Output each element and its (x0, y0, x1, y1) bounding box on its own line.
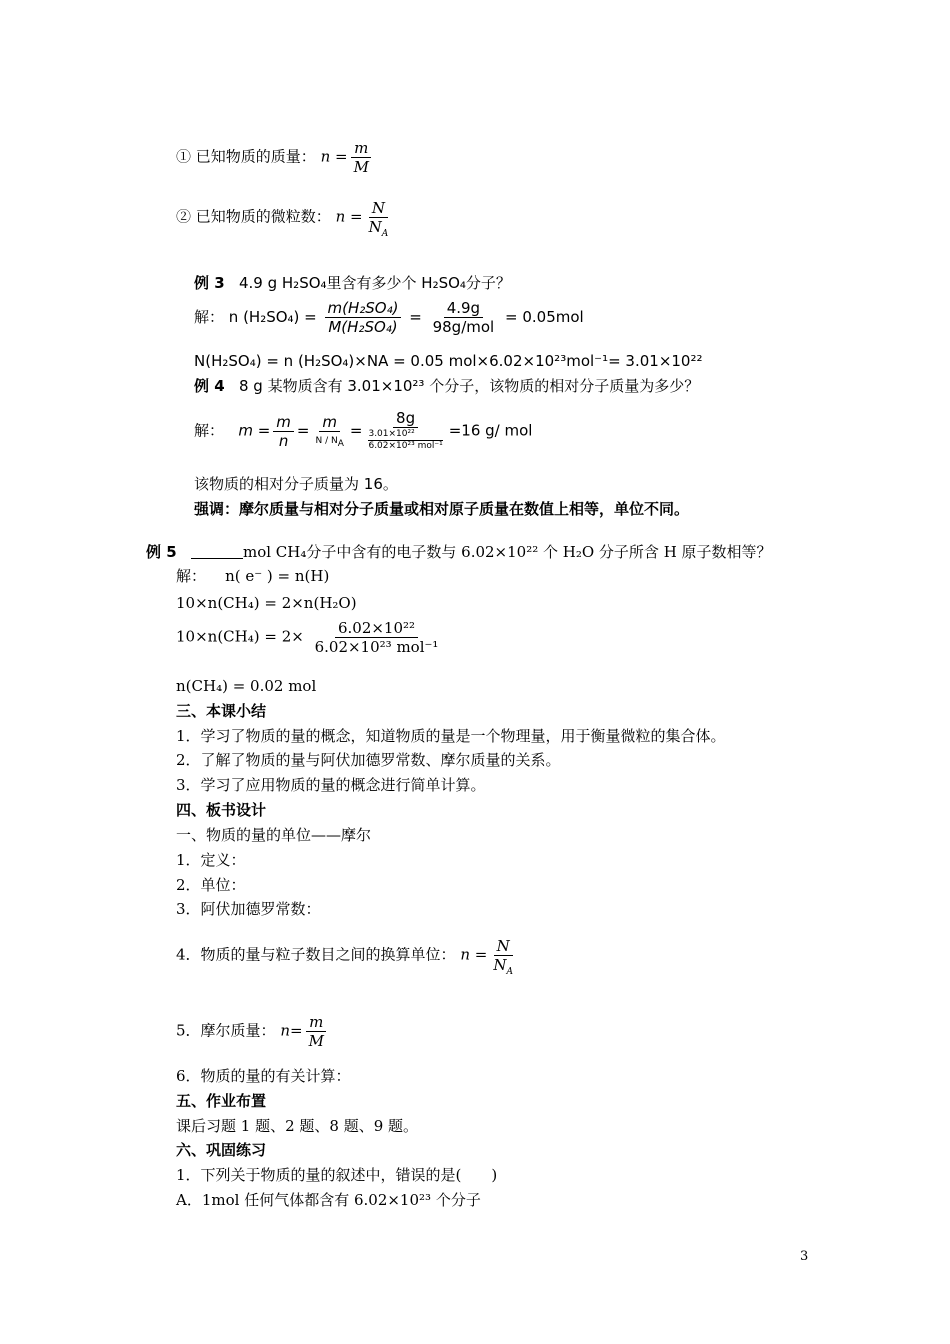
section4-subheading: 一、物质的量的单位——摩尔 (176, 826, 372, 844)
example5-question: mol CH₄分子中含有的电子数与 6.02×10²² 个 H₂O 分子所含 H 原子数相等？ (242, 543, 772, 561)
example5-step4: n(CH₄) = 0.02 mol (176, 677, 317, 695)
section3-heading: 三、本课小结 (176, 702, 267, 720)
section3-item-1: 1．学习了物质的量的概念，知道物质的量是一个物理量，用于衡量微粒的集合体。 (176, 727, 726, 745)
section4-item-1: 1．定义： (176, 851, 246, 869)
example4-frac-num: 8g (393, 410, 418, 428)
example3-frac-den: M(H₂SO₄) (328, 318, 398, 336)
formula-item-mass-label: ① 已知物质的质量： (176, 147, 316, 166)
example4-conclusion: 该物质的相对分子质量为 16。 (194, 475, 398, 493)
section6-heading: 六、巩固练习 (176, 1141, 267, 1159)
section4-item-5-label: 5．摩尔质量： (176, 1021, 276, 1040)
example5-answer-blank (191, 544, 243, 559)
example3-solution-label: 解： (194, 308, 225, 326)
formula-item-particles-label: ② 已知物质的微粒数： (176, 207, 331, 226)
section4-item-4: 4．物质的量与粒子数目之间的换算单位： n = $\frac{N}{N_A}$ (176, 937, 513, 977)
example3-frac2-num: 4.9g (444, 300, 483, 318)
section6-option-a: A．1mol 任何气体都含有 6.02×10²³ 个分子 (176, 1191, 481, 1209)
page-number: 3 (800, 1249, 809, 1264)
section4-item-5: 5．摩尔质量： n= $\frac{m}{M}$ (176, 1014, 330, 1049)
example4-frac-den-top: 3.01×10²² (368, 429, 442, 441)
example5-solution-label: 解： (176, 567, 207, 585)
section5-content: 课后习题 1 题、2 题、8 题、9 题。 (176, 1117, 419, 1135)
example5-step3 (176, 620, 444, 655)
example5-step2: 10×n(CH₄) = 2×n(H₂O) (176, 594, 357, 612)
example3-title: 例 3 (194, 274, 225, 292)
example5-step1-line (176, 567, 329, 585)
example4-emphasis: 强调：摩尔质量与相对分子质量或相对原子质量在数值上相等，单位不同。 (194, 500, 690, 518)
example3-solution-line1: 解： n (H₂SO₄) = $\frac{\text{m(H₂SO₄)}}{\text{M(H₂SO₄)}}$ = $\frac{4.9g}{\text{98g/mol}}$ = 0.05mol (194, 299, 584, 336)
example3-lhs: n (H₂SO₄) = (228, 308, 317, 326)
section4-item-2: 2．单位： (176, 876, 246, 894)
example4-result: =16 g/ mol (448, 421, 533, 440)
section4-heading: 四、板书设计 (176, 801, 267, 819)
example5-title: 例 5 (146, 543, 177, 561)
example3-question-line (194, 274, 511, 292)
example5-step3-den: 6.02×10²³ mol⁻¹ (314, 638, 439, 656)
example3-solution-line2: N(H₂SO₄) = n (H₂SO₄)×NA = 0.05 mol×6.02×10²³mol⁻¹= 3.01×10²² (194, 352, 703, 370)
example4-question-line (194, 377, 699, 395)
example5-question-line (146, 543, 772, 561)
formula-item-mass: ① 已知物质的质量： n = $\frac{m}{M}$ (176, 140, 375, 175)
section4-item-3: 3．阿伏加德罗常数： (176, 900, 321, 918)
example4-question: 8 g 某物质含有 3.01×10²³ 个分子，该物质的相对分子质量为多少？ (238, 377, 700, 395)
section4-item-6: 6．物质的量的有关计算： (176, 1067, 351, 1085)
section4-item-4-label: 4．物质的量与粒子数目之间的换算单位： (176, 945, 456, 964)
example3-question: 4.9 g H₂SO₄里含有多少个 H₂SO₄分子？ (238, 274, 511, 292)
example5-step3-lhs: 10×n(CH₄) = 2× (176, 627, 304, 646)
example4-solution: 解： m = $\frac{m}{n}$ = $\frac{m}{N / N_A}$ = 8g 3.01×10²² 6.02×10²³ mol⁻¹ =16 g/ mol (194, 409, 533, 451)
example3-frac2-den: 98g/mol (432, 318, 495, 336)
example3-result: = 0.05mol (505, 308, 584, 326)
example5-step3-num: 6.02×10²² (335, 620, 418, 638)
section5-heading: 五、作业布置 (176, 1092, 267, 1110)
example5-step1: n( e⁻ ) = n(H) (225, 567, 330, 585)
formula-item-particles: ② 已知物质的微粒数： n = $\frac{N}{N_A}$ (176, 199, 389, 239)
example4-frac-den-bottom: 6.02×10²³ mol⁻¹ (368, 441, 443, 451)
section6-question-1: 1．下列关于物质的量的叙述中，错误的是( ) (176, 1166, 498, 1184)
section3-item-3: 3．学习了应用物质的量的概念进行简单计算。 (176, 776, 486, 794)
example4-title: 例 4 (194, 377, 225, 395)
example4-solution-label: 解： (194, 421, 225, 440)
example3-frac-num: m(H₂SO₄) (325, 300, 402, 318)
section3-item-2: 2．了解了物质的量与阿伏加德罗常数、摩尔质量的关系。 (176, 751, 561, 769)
